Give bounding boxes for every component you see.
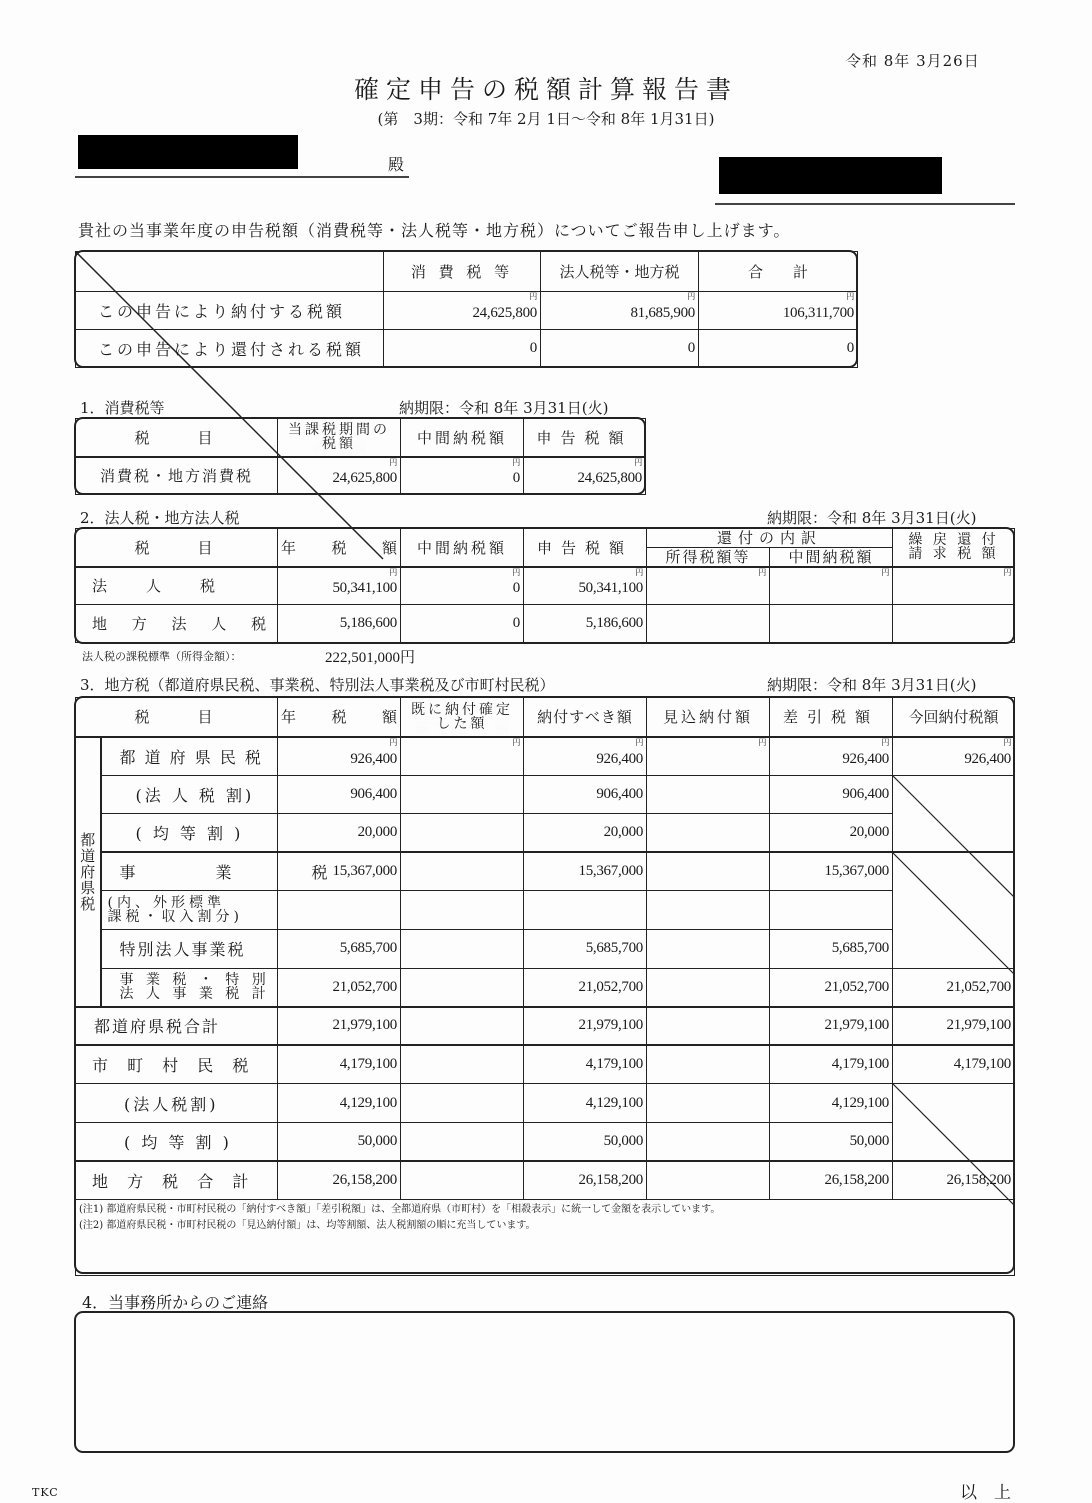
summary-value: 円 81,685,900 [541,292,699,330]
cell-value: 5,685,700 [524,929,647,968]
section3-row [76,814,1015,853]
cell-value [401,852,524,891]
col-already-confirmed [401,698,524,737]
section3-row [76,968,1015,1007]
summary-value: 円 106,311,700 [699,292,858,330]
row-label: 消費税・地方消費税 [76,457,278,495]
summary-row-payable [76,292,858,330]
col-refund-breakdown: 還付の内訳 [647,529,893,548]
row-label: 特別法人事業税 [101,929,278,968]
firm-underline [715,203,1015,205]
footer-tkc: TKC [32,1486,59,1499]
cell-value: 26,158,200 [893,1161,1015,1200]
section3-row [76,1045,1015,1084]
cell-value: 26,158,200 [770,1161,893,1200]
footer-closing: 以 上 [960,1483,1011,1503]
cell-value: 円 [770,567,893,605]
cell-value [647,1161,770,1200]
cell-value: 906,400 [278,775,401,814]
note-2: (注2) 都道府県民税・市町村民税の「見込納付額」は、均等割額、法人税割額の順に充当しています。 [79,1220,536,1232]
cell-value: 21,979,100 [278,1007,401,1046]
cell-value [647,891,770,930]
section2-header-row-1 [76,529,1015,548]
summary-row-label: この申告により還付される税額 [76,330,384,368]
row-label: ( 均 等 割 ) [76,1122,278,1161]
not-applicable-diagonal-cell [893,852,1015,968]
taxable-income-label: 法人税の課税標準（所得金額）： [82,650,242,663]
local-tax-table [75,697,1015,1276]
cell-value: 0 [401,605,524,643]
cell-value [401,775,524,814]
not-applicable-diagonal-cell [893,1084,1015,1161]
cell-value: 円 24,625,800 [278,457,401,495]
col-interim-tax: 中間納税額 [401,529,524,567]
summary-row-refund [76,330,858,368]
cell-value: 21,052,700 [770,968,893,1007]
col-net-tax: 差引税額 [770,698,893,737]
col-carryback-refund: 繰 戻 還 付 請 求 税 額 [893,529,1015,567]
section3-header-row [76,698,1015,737]
row-label: (法人税割) [76,1084,278,1123]
summary-col-consumption: 消 費 税 等 [384,252,541,292]
cell-value [401,1161,524,1200]
section1-header-row [76,419,646,457]
cell-value: 26,158,200 [278,1161,401,1200]
summary-row-label: この申告により納付する税額 [76,292,384,330]
col-annual-tax: 年 税 額 [278,698,401,737]
col-annual-tax: 年 税 額 [278,529,401,567]
taxable-income-value: 222,501,000円 [325,650,416,666]
fiscal-period: (第 3期：令和 7年 2月 1日～令和 8年 1月31日) [377,110,715,128]
cell-value: 円 [401,737,524,776]
not-applicable-diagonal-cell [893,775,1015,852]
cell-value: 4,129,100 [770,1084,893,1123]
diagonal-line [893,853,1014,974]
section2-row [76,567,1015,605]
redacted-addressee [78,135,298,169]
section3-heading: 3．地方税（都道府県民税、事業税、特別法人事業税及び市町村民税） [80,676,555,694]
page-title: 確定申告の税額計算報告書 [353,75,738,104]
cell-value: 21,979,100 [524,1007,647,1046]
section3-row [76,1084,1015,1123]
cell-value: 円 926,400 [524,737,647,776]
cell-value [647,1084,770,1123]
cell-value: 5,685,700 [278,929,401,968]
diagonal-cell [76,252,384,292]
col-tax-item: 税 目 [76,419,278,457]
cell-value: 円 [893,567,1015,605]
note-1: (注1) 都道府県民税・市町村民税の「納付すべき額」「差引税額」は、全都道府県（市町村）を「相殺表示」に統一して金額を表示しています。 [79,1204,721,1216]
cell-value: 50,000 [524,1122,647,1161]
row-label: 事 業 税 [101,852,278,891]
cell-value: 4,129,100 [278,1084,401,1123]
section1-due-date: 納期限：令和 8年 3月31日(火) [399,399,609,417]
section2-row [76,605,1015,643]
section3-row [76,775,1015,814]
cell-value: 50,000 [278,1122,401,1161]
row-label: ( 均 等 割 ) [101,814,278,853]
col-current-period-tax-label: 当課税期間の税額 [288,422,390,453]
cell-value: 15,367,000 [770,852,893,891]
col-already-confirmed-label: 既に納付確定した額 [411,701,514,732]
cell-value: 4,179,100 [278,1045,401,1084]
cell-value [647,605,770,643]
cell-value [401,968,524,1007]
section3-row [76,929,1015,968]
row-label: 都 道 府 県 民 税 [101,737,278,776]
summary-table [75,251,858,368]
row-label: 都道府県税合計 [76,1007,278,1046]
office-message-box [74,1311,1015,1453]
corporate-tax-table [75,528,1015,643]
section3-row [76,1007,1015,1046]
summary-col-corporate: 法人税等・地方税 [541,252,699,292]
row-label: 地 方 法 人 税 [76,605,278,643]
cell-value [647,929,770,968]
section3-due-date: 納期限：令和 8年 3月31日(火) [767,676,977,694]
cell-value [893,605,1015,643]
summary-col-total: 合 計 [699,252,858,292]
cell-value: 20,000 [770,814,893,853]
col-interim-tax: 中間納税額 [401,419,524,457]
cell-value [770,891,893,930]
cell-value: 50,000 [770,1122,893,1161]
col-already-confirmed-lines [401,698,523,736]
cell-value: 5,685,700 [770,929,893,968]
cell-value [647,814,770,853]
cell-value: 21,979,100 [893,1007,1015,1046]
notes-row [76,1200,1015,1276]
col-tax-item: 税 目 [76,698,278,737]
redacted-firm-name [719,157,942,194]
row-label: 事 業 税 ・ 特 別 法 人 事 業 税 計 [101,968,278,1007]
section3-row [76,1161,1015,1200]
cell-value: 906,400 [524,775,647,814]
prefectural-group-label: 都道府県税 [76,737,101,1007]
cell-value: 円 [647,567,770,605]
cell-value [647,1045,770,1084]
cell-value: 4,179,100 [893,1045,1015,1084]
section1-heading: 1．消費税等 [80,399,165,417]
cell-value [401,929,524,968]
col-amount-payable: 納付すべき額 [524,698,647,737]
cell-value [647,968,770,1007]
section2-heading: 2．法人税・地方法人税 [80,509,240,527]
cell-value: 4,179,100 [770,1045,893,1084]
cell-value: 15,367,000 [524,852,647,891]
row-label: 法 人 税 [76,567,278,605]
cell-value: 円 926,400 [278,737,401,776]
cell-value [278,891,401,930]
row-label: 市 町 村 民 税 [76,1045,278,1084]
section3-row [76,891,1015,930]
consumption-tax-table [75,418,646,495]
cell-value: 4,129,100 [524,1084,647,1123]
cell-value: 円 926,400 [893,737,1015,776]
cell-value [647,1122,770,1161]
section2-due-date: 納期限：令和 8年 3月31日(火) [767,509,977,527]
cell-value: 5,186,600 [278,605,401,643]
cell-value [401,1045,524,1084]
cell-value: 円 [647,737,770,776]
summary-value: 0 [384,330,541,368]
section3-row [76,1122,1015,1161]
cell-value: 21,052,700 [893,968,1015,1007]
row-label: (法 人 税 割) [101,775,278,814]
cell-value [401,814,524,853]
cell-value: 21,052,700 [278,968,401,1007]
cell-value: 円 50,341,100 [524,567,647,605]
cell-value: 5,186,600 [524,605,647,643]
cell-value [770,605,893,643]
cell-value: 4,179,100 [524,1045,647,1084]
summary-value: 0 [541,330,699,368]
section4-heading: 4．当事務所からのご連絡 [82,1293,269,1312]
section3-row [76,737,1015,776]
summary-value: 円 24,625,800 [384,292,541,330]
summary-value: 0 [699,330,858,368]
addressee-suffix: 殿 [388,155,405,174]
col-current-period-tax [278,419,401,457]
col-current-period-tax-lines [278,419,400,456]
col-refund-interim-tax: 中間納税額 [770,548,893,567]
cell-value: 円 24,625,800 [524,457,646,495]
cell-value [401,891,524,930]
section1-row [76,457,646,495]
cell-value [401,1084,524,1123]
cell-value [401,1007,524,1046]
addressee-underline [75,176,409,178]
cell-value: 20,000 [278,814,401,853]
col-tax-item: 税 目 [76,529,278,567]
cell-value: 21,052,700 [524,968,647,1007]
cell-value [401,1122,524,1161]
cell-value: 円 0 [401,457,524,495]
row-label: (内、外形標準 課税・収入割分) [101,891,278,930]
row-label: 地 方 税 合 計 [76,1161,278,1200]
cell-value: 円 926,400 [770,737,893,776]
cell-value: 20,000 [524,814,647,853]
intro-text: 貴社の当事業年度の申告税額（消費税等・法人税等・地方税）についてご報告申し上げます。 [78,221,791,240]
report-date: 令和 8年 3月26日 [846,52,980,70]
cell-value: 21,979,100 [770,1007,893,1046]
cell-value: 906,400 [770,775,893,814]
section3-row [76,852,1015,891]
cell-value [647,775,770,814]
cell-value: 円 50,341,100 [278,567,401,605]
cell-value [524,891,647,930]
col-declared-tax: 申告税額 [524,419,646,457]
col-estimated-payment: 見込納付額 [647,698,770,737]
summary-header-row [76,252,858,292]
col-current-payment: 今回納付税額 [893,698,1015,737]
cell-value: 円 0 [401,567,524,605]
notes-cell [76,1200,1015,1276]
cell-value [647,1007,770,1046]
col-refund-income-tax: 所得税額等 [647,548,770,567]
cell-value [647,852,770,891]
col-declared-tax: 申告税額 [524,529,647,567]
cell-value: 26,158,200 [524,1161,647,1200]
cell-value: 15,367,000 [278,852,401,891]
